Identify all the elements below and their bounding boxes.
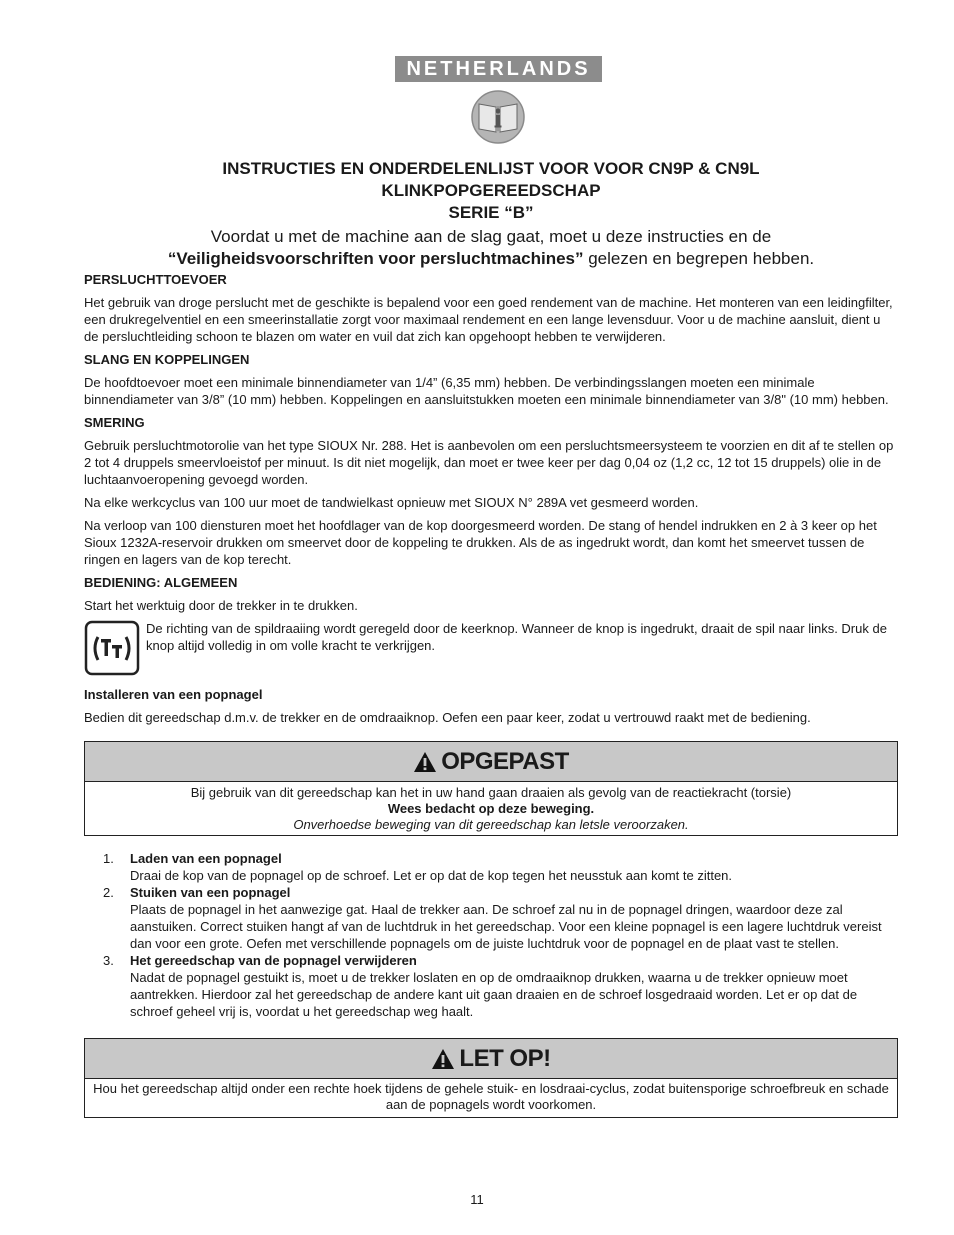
step-item	[84, 850, 898, 884]
step-item	[84, 952, 898, 1020]
lubrication-text-3: Na verloop van 100 diensturen moet het hoofdlager van de kop doorgesmeerd worden. De stang of hendel indrukken en 2 à 3 keer op het Sioux 1232A-reservoir drukken om smeervet door de koppeling te drukken. Als de as ingedrukt wordt, dan komt het smeervet tussen de ringen en lagers van de kop terecht.	[84, 518, 877, 567]
lubrication-text-1: Gebruik persluchtmotorolie van het type SIOUX Nr. 288. Het is aanbevolen om een persluchtsmeersysteem te voorzien en dit af te stellen op 2 tot 4 druppels smeervloeistof per minuut. Is dit niet mogelijk, dan moet er twee keer per dag 0,04 oz (1,2 cc, 12 tot 15 druppels) olie in de luchtaanvoeropening gevoegd worden.	[84, 438, 894, 487]
step-item	[84, 884, 898, 952]
hoses-text: De hoofdtoevoer moet een minimale binnendiameter van 1/4” (6,35 mm) hebben. De verbindingsslangen moeten een minimale binnendiameter van 3/8” (10 mm) hebben. Koppelingen en aansluitstukken moeten een minimale binnendiameter van 3/8" (10 mm) hebben.	[84, 375, 889, 407]
reverse-button-icon	[84, 620, 140, 676]
caution-box	[84, 741, 898, 836]
air-supply-text: Het gebruik van droge perslucht met de geschikte is bepalend voor een goed rendement van de machine. Het monteren van een leidingfilter, een drukregelventiel en een smeerinstallatie zorgt voor maximaal rendement en een lange levensduur. Voor u de machine aansluit, dient u de persluchtleiding schoon te blazen om water en vuil dat zich kan opgehoopt hebben te verwijderen.	[84, 295, 893, 344]
caution-body	[85, 782, 897, 835]
intro-text	[84, 226, 898, 270]
info-book-icon	[469, 90, 527, 144]
step-description: Nadat de popnagel gestuikt is, moet u de trekker loslaten en op de omdraaiknop drukken, waarna u de trekker opnieuw moet aantrekken. Hierdoor zal het gereedschap de andere kant uit gaan draaien en de schroef losgedraaid worden. Let er op dat de schroef geheel vrij is, voordat u het gereedschap weg haalt.	[130, 970, 858, 1019]
warning-triangle-icon	[413, 751, 437, 773]
notice-box	[84, 1038, 898, 1118]
step-number: 1.	[103, 851, 114, 866]
section-heading-lubrication: SMERING	[84, 415, 145, 430]
title-line-2: KLINKPOPGEREEDSCHAP	[381, 181, 601, 200]
step-title: Laden van een popnagel	[130, 851, 282, 866]
notice-text: Hou het gereedschap altijd onder een rechte hoek tijdens de gehele stuik- en losdraai-cyclus, zodat buitensporige schroefbreuk en schade aan de popnagels wordt voorkomen.	[93, 1081, 889, 1112]
section-heading-install: Installeren van een popnagel	[84, 687, 263, 702]
intro-part1: Voordat u met de machine aan de slag gaat, moet u deze instructies en de	[210, 227, 772, 246]
step-description: Draai de kop van de popnagel op de schroef. Let er op dat de kop tegen het neusstuk aan komt te zitten.	[130, 868, 733, 883]
step-number: 3.	[103, 953, 114, 968]
page-number: 11	[470, 1192, 484, 1207]
document-title	[84, 158, 898, 270]
caution-title: OPGEPAST	[441, 748, 569, 775]
main-content	[84, 271, 898, 1118]
reverse-instruction	[84, 620, 898, 676]
caution-line-3: Onverhoedse beweging van dit gereedschap kan letsle veroorzaken.	[293, 817, 689, 832]
intro-part2: gelezen en begrepen hebben.	[583, 249, 815, 268]
title-line-1: INSTRUCTIES EN ONDERDELENLIJST VOOR VOOR CN9P & CN9L	[222, 159, 760, 178]
procedure-steps	[84, 850, 898, 1020]
section-heading-operation: BEDIENING: ALGEMEEN	[84, 575, 238, 590]
language-banner: NETHERLANDS	[395, 56, 602, 82]
section-heading-hoses: SLANG EN KOPPELINGEN	[84, 352, 250, 367]
lubrication-text-2: Na elke werkcyclus van 100 uur moet de tandwielkast opnieuw met SIOUX N° 289A vet gesmeerd worden.	[84, 495, 699, 510]
operation-text-2: De richting van de spildraaiing wordt geregeld door de keerknop. Wanneer de knop is ingedrukt, draait de spil naar links. Druk de knop altijd volledig in om volle kracht te verkrijgen.	[146, 621, 887, 653]
step-title: Stuiken van een popnagel	[130, 885, 291, 900]
notice-header	[85, 1039, 897, 1079]
notice-title: LET OP!	[459, 1045, 551, 1072]
step-number: 2.	[103, 885, 114, 900]
caution-header	[85, 742, 897, 782]
step-description: Plaats de popnagel in het aanwezige gat. Haal de trekker aan. De schroef zal nu in de popnagel dringen, waardoor deze zal aanstuiken. Correct stuiken hangt af van de luchtdruk in het gereedschap. Voor een kleine popnagel is een lagere luchtdruk vereist dan voor een grote. Oefen met verschillende popnagels om de juiste luchtdruk voor de popnagel en de plaat vast te stellen.	[130, 902, 882, 951]
install-text: Bedien dit gereedschap d.m.v. de trekker en de omdraaiknop. Oefen een paar keer, zodat u vertrouwd raakt met de bediening.	[84, 710, 811, 725]
title-line-3: SERIE “B”	[448, 203, 534, 222]
warning-triangle-icon	[431, 1048, 455, 1070]
operation-text-1: Start het werktuig door de trekker in te drukken.	[84, 598, 358, 613]
caution-line-2: Wees bedacht op deze beweging.	[387, 801, 595, 816]
caution-line-1: Bij gebruik van dit gereedschap kan het in uw hand gaan draaien als gevolg van de reactiekracht (torsie)	[190, 785, 792, 800]
step-title: Het gereedschap van de popnagel verwijderen	[130, 953, 417, 968]
section-heading-air-supply: PERSLUCHTTOEVOER	[84, 272, 227, 287]
intro-bold: “Veiligheidsvoorschriften voor persluchtmachines”	[167, 249, 584, 268]
